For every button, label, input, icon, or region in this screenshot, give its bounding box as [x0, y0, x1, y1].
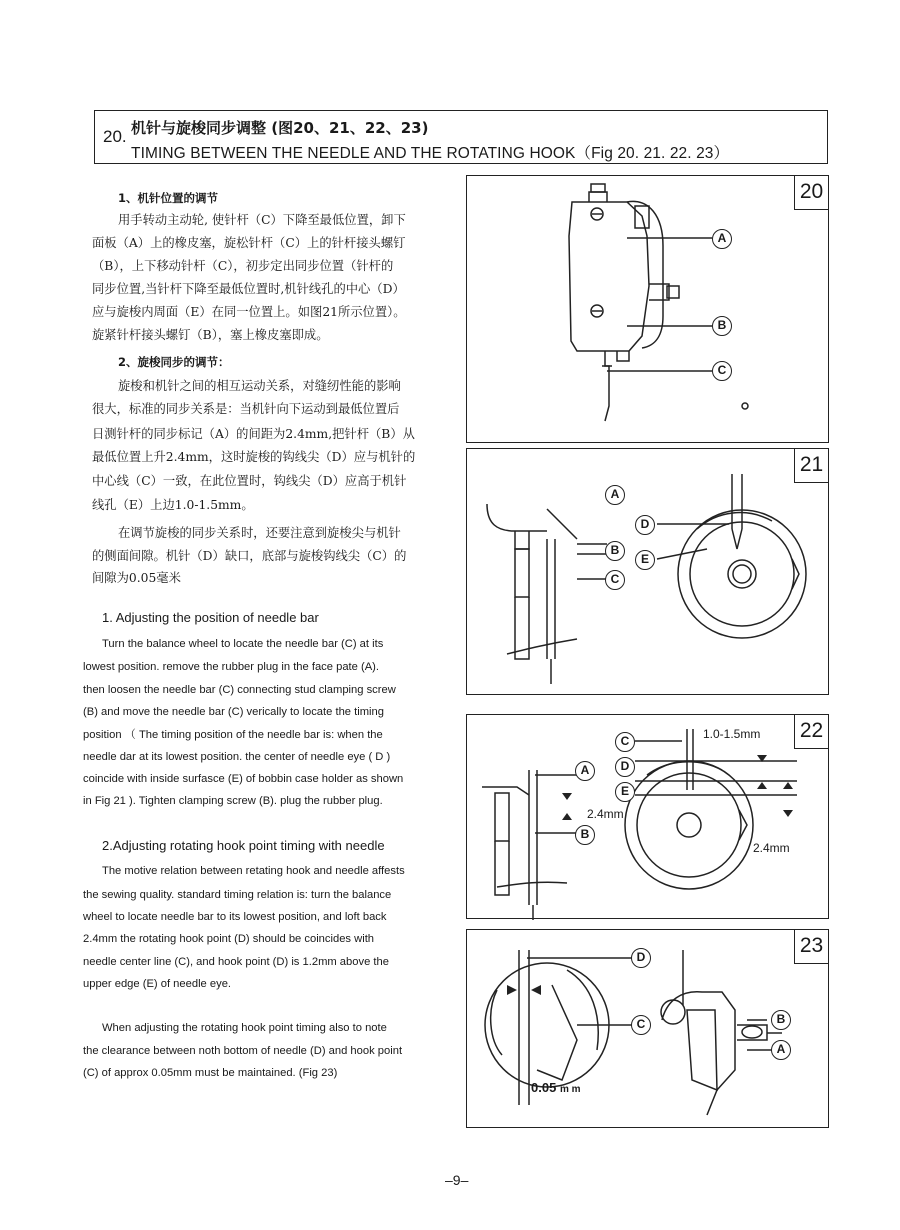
label-a: A: [575, 761, 595, 781]
cn-line: 旋梭和机针之间的相互运动关系，对缝纫性能的影响: [118, 379, 401, 393]
label-e: E: [615, 782, 635, 802]
cn-line: 用手转动主动轮, 使针杆（C）下降至最低位置，卸下: [118, 213, 406, 227]
section-title-cn: 机针与旋梭同步调整 (图20、21、22、23): [131, 119, 429, 137]
label-c: C: [615, 732, 635, 752]
dimension-value: 0.05: [531, 1080, 557, 1095]
cn-line: 间隙为0.05毫米: [92, 571, 181, 585]
cn-line: 很大，标准的同步关系是：当机针向下运动到最低位置后: [92, 402, 400, 416]
figure-22: [466, 714, 829, 919]
dimension-0.05mm: [531, 1080, 581, 1095]
en-line: in Fig 21 ). Tighten clamping screw (B). plug the rubber plug.: [83, 795, 383, 807]
dimension-2.4mm-left: 2.4mm: [587, 807, 624, 821]
label-a: A: [771, 1040, 791, 1060]
en-line: needle dar at its lowest position. the center of needle eye ( D ): [83, 751, 391, 763]
cn-line: 面板（A）上的橡皮塞，旋松针杆（C）上的针杆接头螺钉: [92, 236, 406, 250]
en-line: the sewing quality. standard timing relation is: turn the balance: [83, 889, 392, 901]
label-e: E: [635, 550, 655, 570]
en-line: When adjusting the rotating hook point timing also to note: [102, 1022, 387, 1034]
cn-line: 同步位置,当针杆下降至最低位置时,机针线孔的中心（D）: [92, 282, 405, 296]
en-line: (B) and move the needle bar (C) verically to locate the timing: [83, 706, 384, 718]
dimension-1.0-1.5mm: 1.0-1.5mm: [703, 727, 761, 741]
cn-line: 线孔（E）上边1.0-1.5mm。: [92, 498, 254, 512]
en-line: The motive relation between retating hook and needle affests: [102, 865, 405, 877]
page-number: –9–: [445, 1172, 469, 1188]
label-c: C: [631, 1015, 651, 1035]
figure-21-number: 21: [794, 449, 828, 483]
label-d: D: [631, 948, 651, 968]
label-b: B: [712, 316, 732, 336]
en-line: position （ The timing position of the needle bar is: when the: [83, 729, 383, 741]
cn-line: （B），上下移动针杆（C），初步定出同步位置（针杆的: [92, 259, 394, 273]
en-line: 2.4mm the rotating hook point (D) should be coincides with: [83, 933, 375, 945]
label-d: D: [615, 757, 635, 777]
figure-23-number: 23: [794, 930, 828, 964]
en-line: upper edge (E) of needle eye.: [83, 978, 232, 990]
dimension-unit: m m: [559, 1084, 581, 1095]
en-line: then loosen the needle bar (C) connecting stud clamping screw: [83, 684, 396, 696]
cn-line: 最低位置上升2.4mm，这时旋梭的钩线尖（D）应与机针的: [92, 450, 416, 464]
cn-line: 在调节旋梭的同步关系时，还要注意到旋梭尖与机针: [118, 526, 401, 540]
en-line: Turn the balance wheel to locate the needle bar (C) at its: [102, 638, 384, 650]
en-line: the clearance between noth bottom of needle (D) and hook point: [83, 1045, 403, 1057]
figure-22-drawing: [467, 715, 830, 920]
label-c: C: [712, 361, 732, 381]
figure-20-number: 20: [794, 176, 828, 210]
label-b: B: [605, 541, 625, 561]
cn-line: 应与旋梭内周面（E）在同一位置上。如图21所示位置）。: [92, 305, 406, 319]
cn-line: 日测针杆的同步标记（A）的间距为2.4mm,把针杆（B）从: [92, 427, 415, 441]
figure-21-drawing: [467, 449, 830, 696]
label-a: A: [712, 229, 732, 249]
label-b: B: [771, 1010, 791, 1030]
section-title-en: TIMING BETWEEN THE NEEDLE AND THE ROTATING HOOK（Fig 20. 21. 22. 23）: [131, 145, 730, 162]
label-c: C: [605, 570, 625, 590]
en-line: wheel to locate needle bar to its lowest position, and loft back: [83, 911, 387, 923]
figure-20: [466, 175, 829, 443]
cn-line: 中心线（C）一致，在此位置时，钩线尖（D）应高于机针: [92, 474, 407, 488]
en-line: lowest position. remove the rubber plug in the face pate (A).: [83, 661, 380, 673]
figure-20-drawing: [467, 176, 830, 444]
cn-heading-1: 1、机针位置的调节: [118, 191, 219, 205]
en-heading-1: 1. Adjusting the position of needle bar: [102, 610, 319, 625]
en-line: (C) of approx 0.05mm must be maintained. (Fig 23): [83, 1067, 338, 1079]
label-d: D: [635, 515, 655, 535]
en-line: needle center line (C), and hook point (D) is 1.2mm above the: [83, 956, 389, 968]
cn-heading-2: 2、旋梭同步的调节：: [118, 355, 230, 369]
label-a: A: [605, 485, 625, 505]
figure-21: [466, 448, 829, 695]
figure-22-number: 22: [794, 715, 828, 749]
section-number: 20.: [103, 127, 127, 146]
figure-23: [466, 929, 829, 1128]
section-header: [94, 110, 828, 164]
en-line: coincide with inside surfasce (E) of bobbin case holder as shown: [83, 773, 404, 785]
cn-line: 旋紧针杆接头螺钉（B），塞上橡皮塞即成。: [92, 328, 329, 342]
label-b: B: [575, 825, 595, 845]
dimension-2.4mm-right: 2.4mm: [753, 841, 790, 855]
en-heading-2: 2.Adjusting rotating hook point timing with needle: [102, 838, 385, 853]
cn-line: 的侧面间隙。机针（D）缺口，底部与旋梭钩线尖（C）的: [92, 549, 407, 563]
